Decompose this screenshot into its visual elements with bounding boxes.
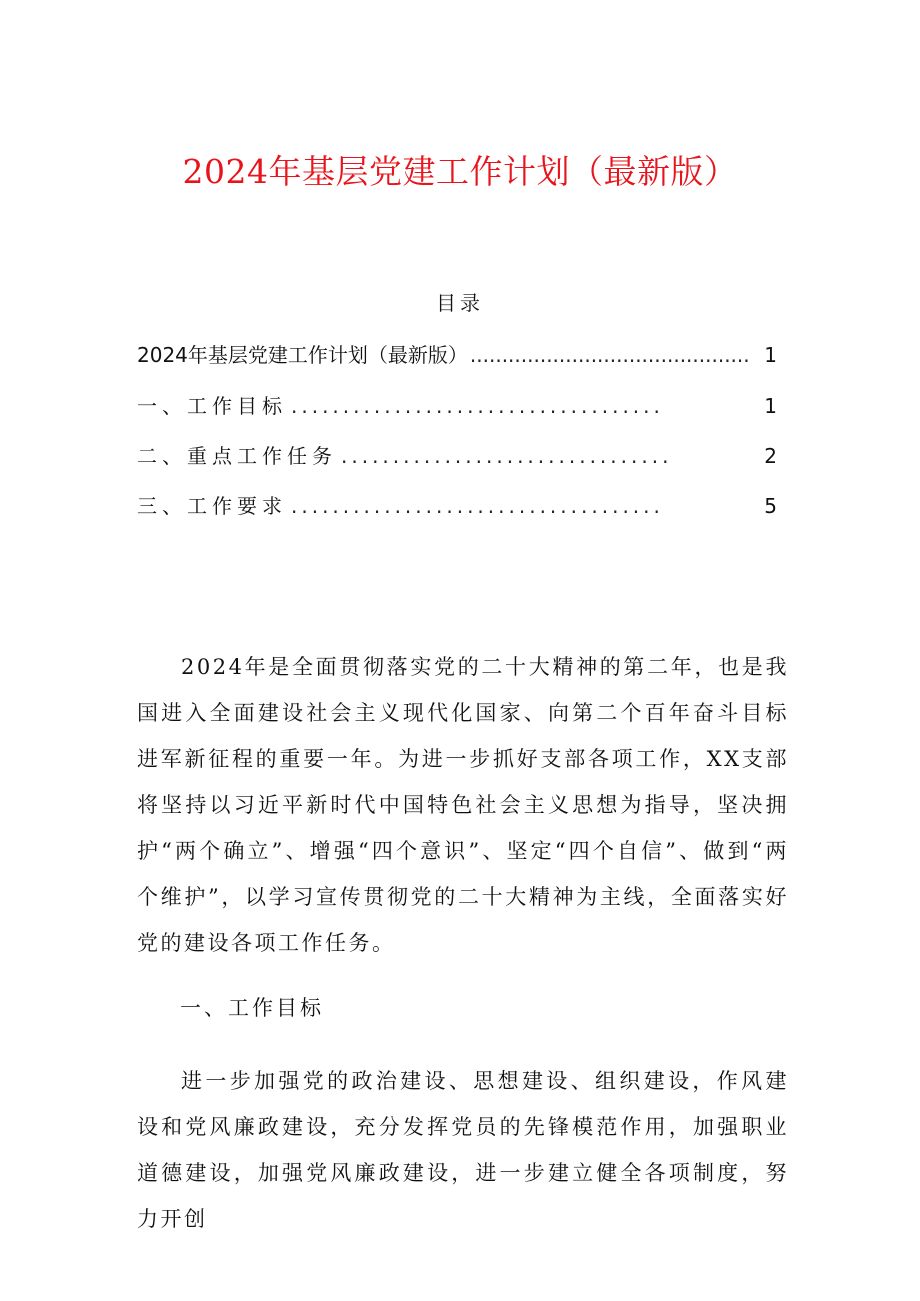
toc-entry-text: 二、重点工作任务 <box>137 444 337 468</box>
toc-page-number: 1 <box>764 394 777 418</box>
intro-paragraph: 2024年是全面贯彻落实党的二十大精神的第二年，也是我国进入全面建设社会主义现代化国家、向第二个百年奋斗目标进军新征程的重要一年。为进一步抓好支部各项工作，XX支部将坚持以习近平新时代中国特色社会主义思想为指导，坚决拥护“两个确立”、增强“四个意识”、坚定“四个自信”、做到“两个维护”，以学习宣传贯彻党的二十大精神为主线，全面落实好党的建设各项工作任务。 <box>137 655 789 955</box>
section-paragraph: 进一步加强党的政治建设、思想建设、组织建设，作风建设和党风廉政建设，充分发挥党员的先锋模范作用，加强职业道德建设，加强党风廉政建设，进一步建立健全各项制度，努力开创 <box>137 1069 789 1231</box>
toc-leader: ................................ <box>341 444 673 468</box>
toc-entry-text: 2024年基层党建工作计划（最新版） <box>137 343 468 367</box>
toc-page-number: 1 <box>764 343 777 367</box>
toc-entry-text: 三、工作要求 <box>137 494 287 518</box>
toc-leader: .................................... <box>291 394 664 418</box>
toc-page-number: 2 <box>764 444 777 468</box>
toc-entry[interactable] <box>137 390 777 420</box>
toc-heading: 目录 <box>436 291 484 315</box>
toc-entry-text: 一、工作目标 <box>137 394 287 418</box>
toc-leader: ............................................ <box>469 343 750 367</box>
toc-entry[interactable] <box>137 339 777 369</box>
toc-entry[interactable] <box>137 490 777 520</box>
toc-leader: .................................... <box>291 494 664 518</box>
toc-page-number: 5 <box>764 494 777 518</box>
section-heading: 一、工作目标 <box>180 996 324 1020</box>
toc-entry[interactable] <box>137 440 777 470</box>
document-title: 2024年基层党建工作计划（最新版） <box>182 152 738 191</box>
